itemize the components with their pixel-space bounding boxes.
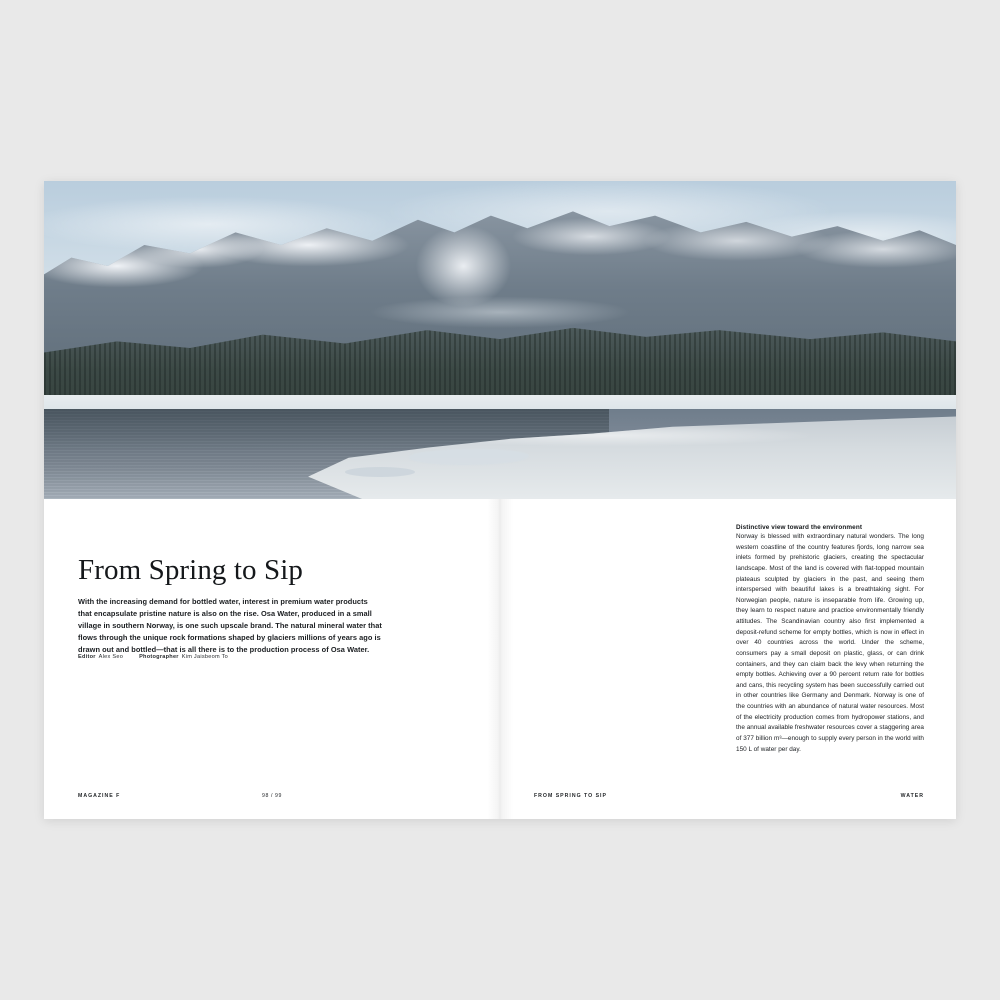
magazine-spread <box>44 181 956 819</box>
right-page <box>500 499 956 819</box>
article-body-text: Norway is blessed with extraordinary natural wonders. The long western coastline of the country features fjords, long narrow sea inlets formed by prehistoric glaciers, creating the spectacular landscape. Most of the land is covered with flat-topped mountain plateaus sculpted by glaciers in the past, and seeing them interspersed with beautiful lakes is a breathtaking sight. For Norwegian people, nature is inseparable from life. Growing up, they learn to respect nature and practice environmentally friendly attitudes. The Scandinavian country also first implemented a deposit-refund scheme for empty bottles, which is now in effect in over 40 countries across the world. Under the scheme, consumers pay a small deposit on plastic, glass, or can drink containers, and they can claim back the levy when returning the empty bottles. Achieving over a 90 percent return rate for bottles and cans, this recycling system has been successfully carried out in other countries like Germany and Denmark. Norway is one of the countries with an abundance of natural water resources. Most of the electricity production comes from hydropower stations, and the annual available freshwater resources cover a staggering area of 377 billion m³—enough to supply every person in the world with 150 L of water per day. <box>736 533 924 753</box>
footer-magazine-name: MAGAZINE F <box>78 793 121 799</box>
article-subheading: Distinctive view toward the environment <box>736 524 863 531</box>
article-body-column <box>736 524 924 755</box>
footer-page-numbers: 98 / 99 <box>261 793 283 799</box>
credit-value-editor: Alex Seo <box>98 654 124 660</box>
page-title: From Spring to Sip <box>78 554 303 587</box>
credit-label-photographer: Photographer <box>139 654 179 660</box>
credits-line <box>78 654 228 660</box>
spread-photograph <box>44 181 956 499</box>
spread-pages <box>44 499 956 819</box>
credit-value-photographer: Kim Jaisbeom To <box>181 654 228 660</box>
article-deck: With the increasing demand for bottled water, interest in premium water products that encapsulate pristine nature is also on the rise. Osa Water, produced in a small village in southern Norway, is one such upscale brand. The natural mineral water that flows through the unique rock formations shaped by glaciers millions of years ago is drawn out and bottled—that is all there is to the production process of Osa Water. <box>78 597 382 655</box>
footer-section-label: WATER <box>900 793 924 799</box>
left-page <box>44 499 500 819</box>
photo-ice-floe-small <box>345 467 415 477</box>
credit-label-editor: Editor <box>78 654 96 660</box>
footer-article-title: FROM SPRING TO SIP <box>534 793 607 799</box>
